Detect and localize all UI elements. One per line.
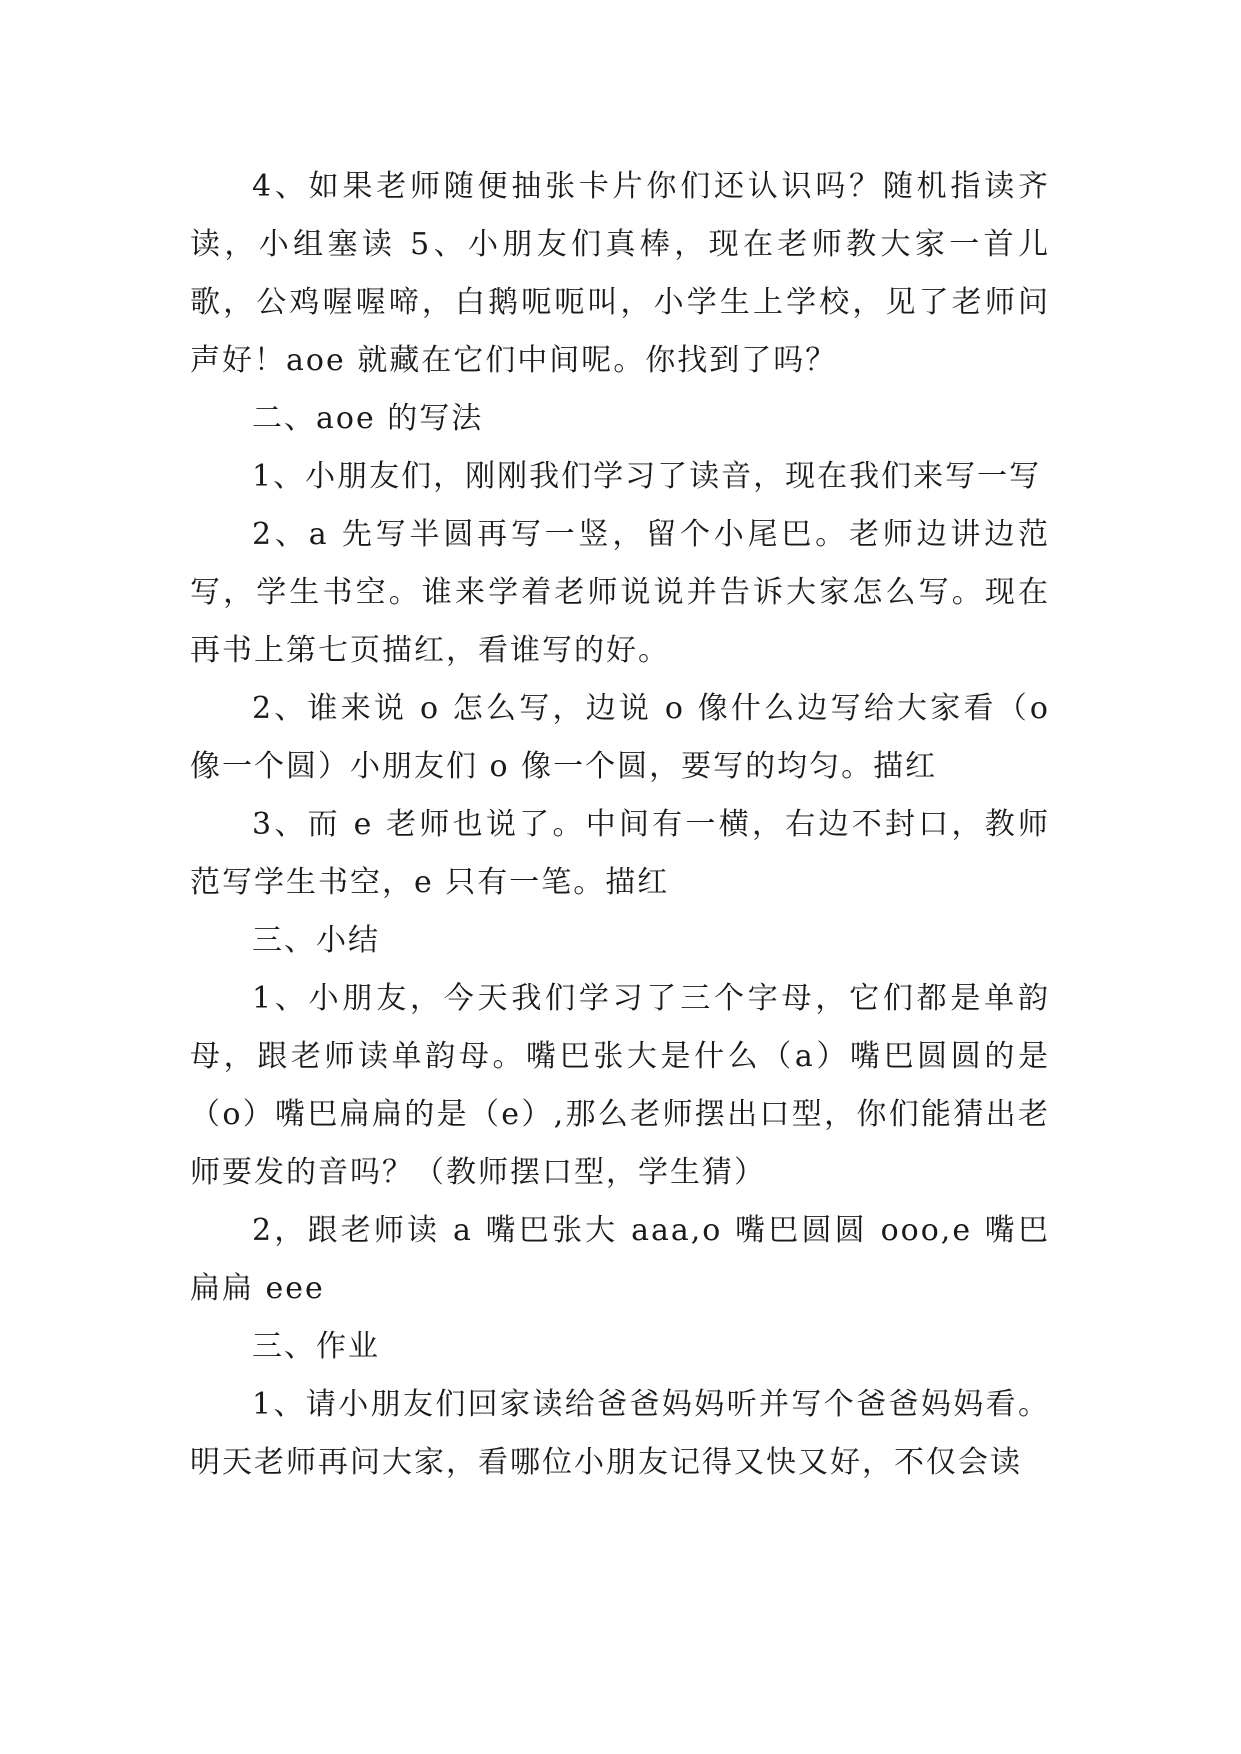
paragraph-writing-a: 2、a 先写半圆再写一竖，留个小尾巴。老师边讲边范写，学生书空。谁来学着老师说说并告诉大家怎么写。现在再书上第七页描红，看谁写的好。 — [190, 517, 1050, 668]
paragraph-summary-2: 2，跟老师读 a 嘴巴张大 aaa,o 嘴巴圆圆 ooo,e 嘴巴扁扁 eee — [190, 1213, 1050, 1306]
paragraph-homework-1: 1、请小朋友们回家读给爸爸妈妈听并写个爸爸妈妈看。明天老师再问大家，看哪位小朋友记得又快又好，不仅会读 — [190, 1387, 1050, 1480]
section-heading-summary: 三、小结 — [252, 923, 380, 958]
paragraph-card-reading: 4、如果老师随便抽张卡片你们还认识吗？随机指读齐读，小组塞读 5、小朋友们真棒，现在老师教大家一首儿歌，公鸡喔喔啼，白鹅呃呃叫，小学生上学校，见了老师问声好！aoe 就藏在它们中间呢。你找到了吗？ — [190, 169, 1050, 378]
paragraph-writing-e: 3、而 e 老师也说了。中间有一横，右边不封口，教师范写学生书空，e 只有一笔。描红 — [190, 807, 1050, 900]
document-page — [190, 158, 1050, 1492]
paragraph-writing-intro: 1、小朋友们，刚刚我们学习了读音，现在我们来写一写 — [252, 459, 1042, 494]
section-heading-homework: 三、作业 — [252, 1329, 380, 1364]
paragraph-writing-o: 2、谁来说 o 怎么写，边说 o 像什么边写给大家看（o 像一个圆）小朋友们 o 像一个圆，要写的均匀。描红 — [190, 691, 1050, 784]
paragraph-summary-1: 1、小朋友，今天我们学习了三个字母，它们都是单韵母，跟老师读单韵母。嘴巴张大是什么（a）嘴巴圆圆的是（o）嘴巴扁扁的是（e）,那么老师摆出口型，你们能猜出老师要发的音吗？（教师摆口型，学生猜） — [190, 981, 1050, 1190]
section-heading-writing: 二、aoe 的写法 — [252, 401, 484, 436]
